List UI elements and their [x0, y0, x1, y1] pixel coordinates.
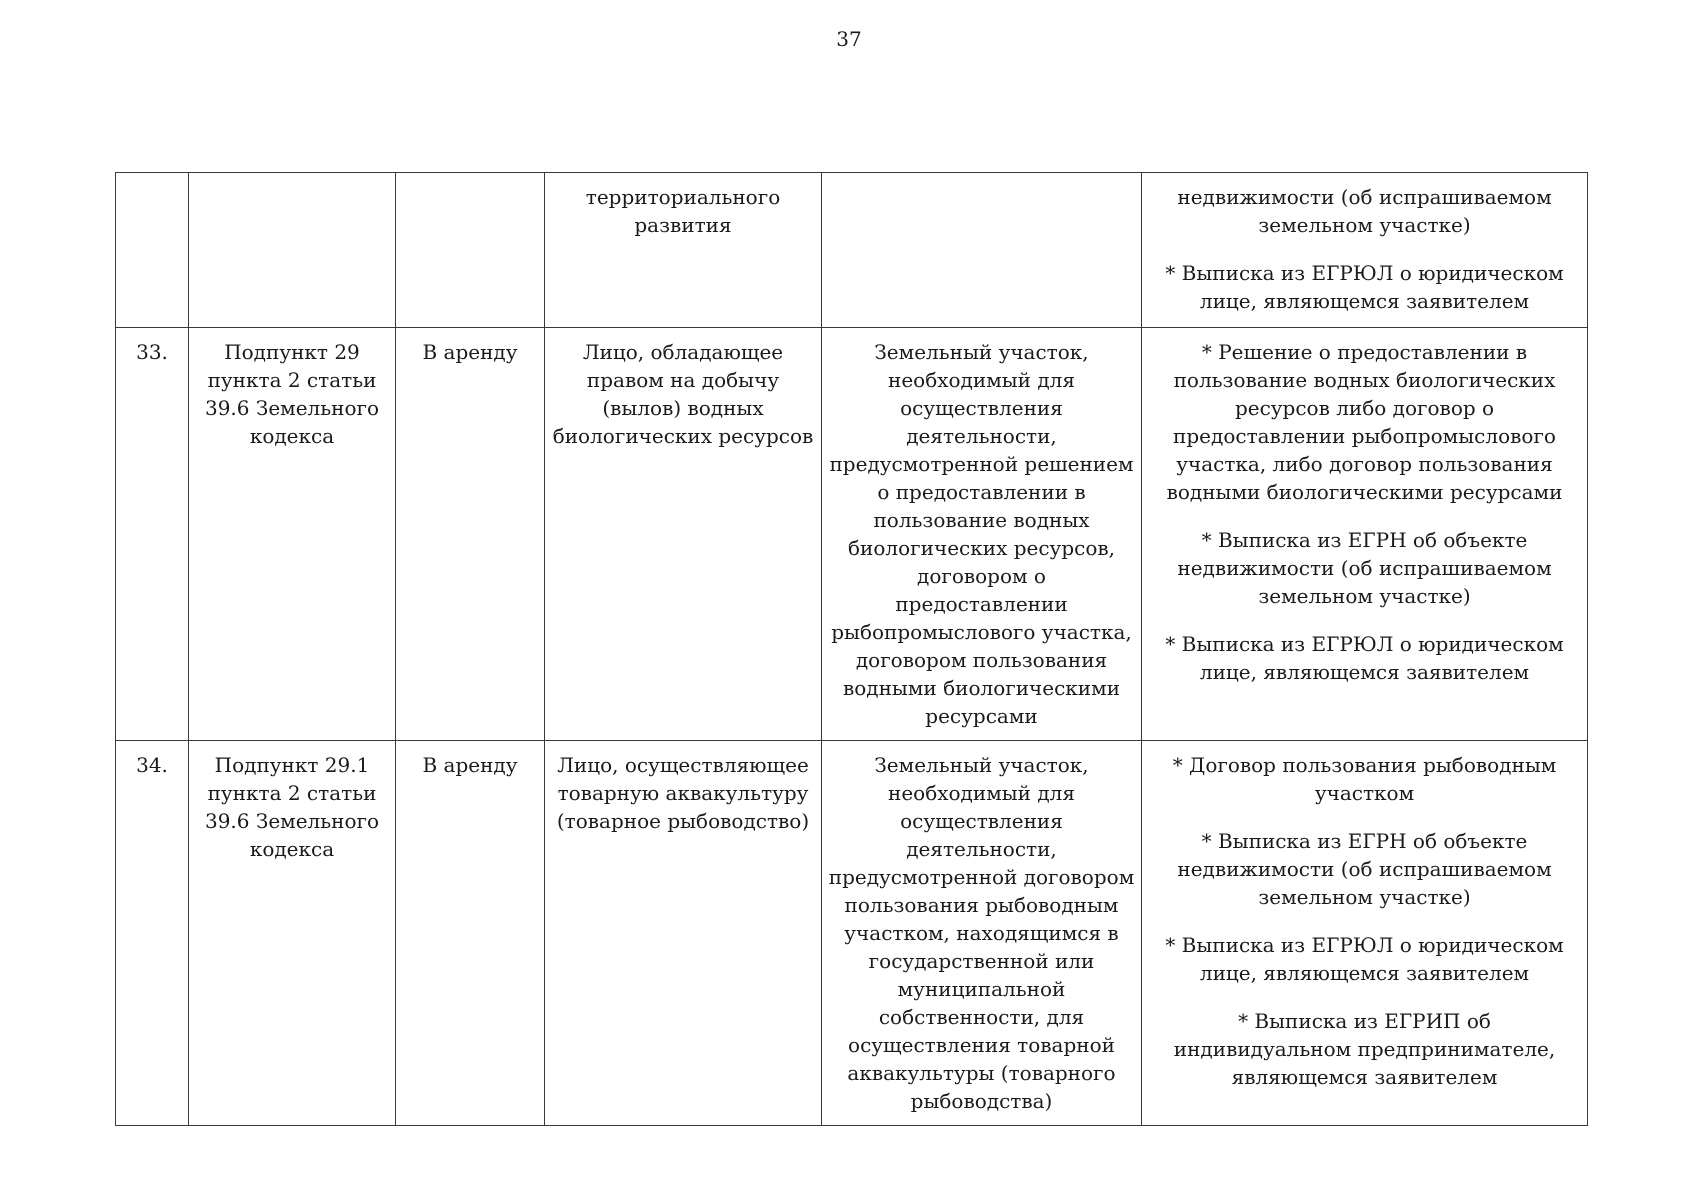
- row-number-cell: [116, 173, 189, 328]
- document-item: * Выписка из ЕГРЮЛ о юридическом лице, являющемся заявителем: [1165, 933, 1564, 985]
- land-plot-cell: [822, 173, 1142, 328]
- document-table: [115, 172, 1588, 1126]
- document-item: * Выписка из ЕГРИП об индивидуальном предпринимателе, являющемся заявителем: [1173, 1009, 1556, 1089]
- applicant-cell: Лицо, обладающее правом на добычу (вылов) водных биологических ресурсов: [545, 328, 822, 741]
- table-row: [116, 173, 1588, 328]
- document-item: * Договор пользования рыбоводным участком: [1172, 753, 1557, 805]
- right-type-cell: [396, 173, 545, 328]
- document-item: * Выписка из ЕГРЮЛ о юридическом лице, являющемся заявителем: [1165, 261, 1564, 313]
- table-row: [116, 328, 1588, 741]
- document-item: * Выписка из ЕГРН об объекте недвижимости (об испрашиваемом земельном участке): [1177, 528, 1552, 608]
- land-plot-cell: Земельный участок, необходимый для осуществления деятельности, предусмотренной решением о предоставлении в пользование водных биологических ресурсов, договором о предоставлении рыбопромыслового участка, договором пользования водными биологическими ресурсами: [822, 328, 1142, 741]
- basis-cell: Подпункт 29 пункта 2 статьи 39.6 Земельного кодекса: [189, 328, 396, 741]
- applicant-cell: территориального развития: [545, 173, 822, 328]
- table-row: [116, 741, 1588, 1126]
- row-number-cell: 34.: [116, 741, 189, 1126]
- document-item: * Решение о предоставлении в пользование водных биологических ресурсов либо договор о предоставлении рыбопромыслового участка, либо договор пользования водными биологическими ресурсами: [1166, 340, 1563, 504]
- right-type-cell: В аренду: [396, 328, 545, 741]
- document-item: * Выписка из ЕГРЮЛ о юридическом лице, являющемся заявителем: [1165, 632, 1564, 684]
- right-type-cell: В аренду: [396, 741, 545, 1126]
- row-number-cell: 33.: [116, 328, 189, 741]
- documents-cell: [1142, 173, 1588, 328]
- basis-cell: [189, 173, 396, 328]
- basis-cell: Подпункт 29.1 пункта 2 статьи 39.6 Земельного кодекса: [189, 741, 396, 1126]
- land-plot-cell: Земельный участок, необходимый для осуществления деятельности, предусмотренной договором пользования рыбоводным участком, находящимся в государственной или муниципальной собственности, для осуществления товарной аквакультуры (товарного рыбоводства): [822, 741, 1142, 1126]
- applicant-cell: Лицо, осуществляющее товарную аквакультуру (товарное рыбоводство): [545, 741, 822, 1126]
- page-number: 37: [836, 27, 862, 51]
- document-item: * Выписка из ЕГРН об объекте недвижимости (об испрашиваемом земельном участке): [1177, 829, 1552, 909]
- documents-cell: [1142, 741, 1588, 1126]
- document-item: недвижимости (об испрашиваемом земельном участке): [1177, 185, 1552, 237]
- documents-cell: [1142, 328, 1588, 741]
